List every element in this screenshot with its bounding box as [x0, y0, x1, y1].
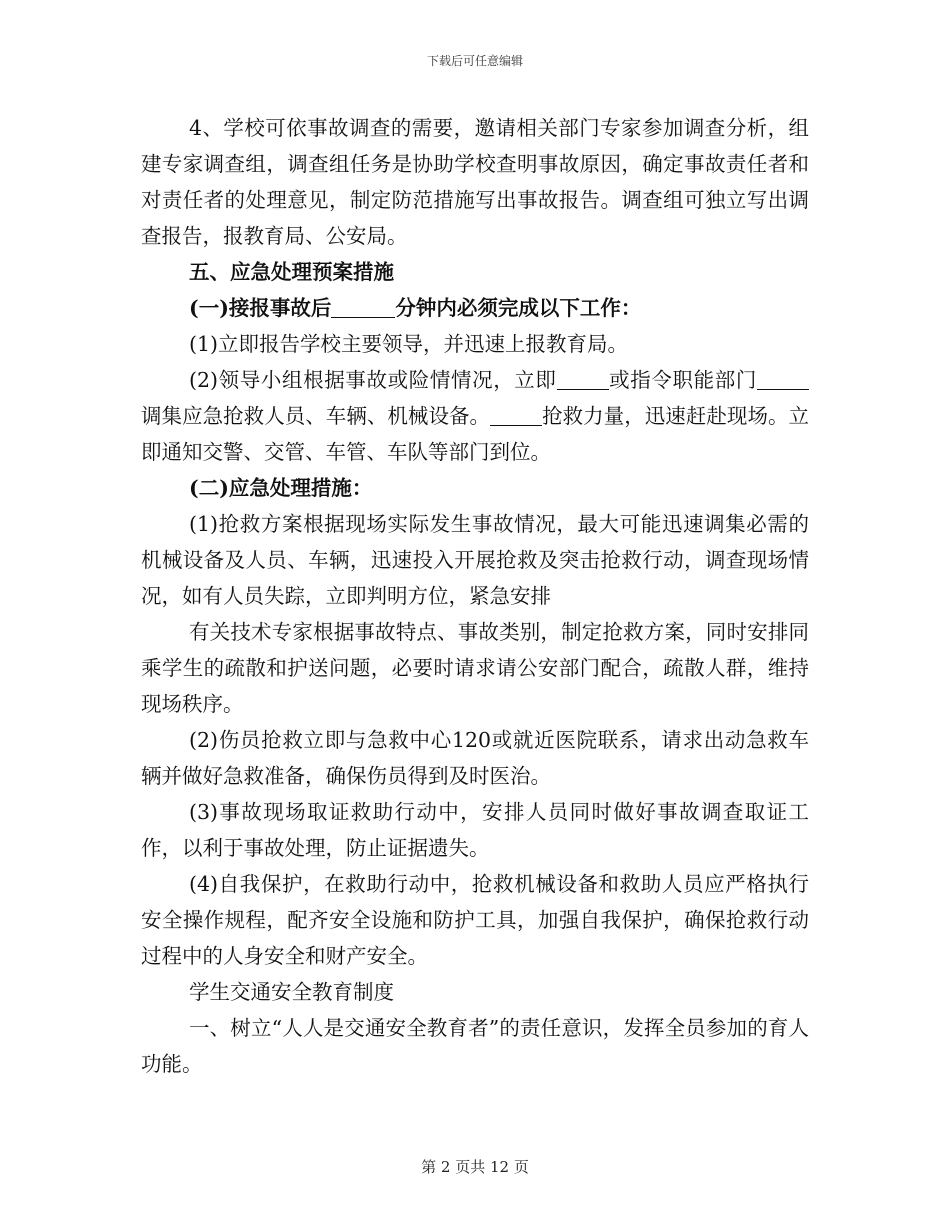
item-casualty-rescue: (2)伤员抢救立即与急救中心120或就近医院联系，请求出动急救车辆并做好急救准备，确保伤员得到及时医治。 [141, 728, 809, 788]
paragraph-technical-experts: 有关技术专家根据事故特点、事故类别，制定抢救方案，同时安排同乘学生的疏散和护送问题，必要时请求请公安部门配合，疏散人群，维持现场秩序。 [141, 620, 809, 716]
page-footer: 第 2 页共 12 页 [421, 1158, 529, 1176]
subheading-after-report-part2: 分钟内必须完成以下工作： [395, 296, 642, 320]
section-title-traffic-education: 学生交通安全教育制度 [189, 980, 394, 1004]
paragraph-investigation-team: 4、学校可依事故调查的需要，邀请相关部门专家参加调查分析，组建专家调查组，调查组任务是协助学校查明事故原因，确定事故责任者和对责任者的处理意见，制定防范措施写出事故报告。调查组可独立写出调查报告，报教育局、公安局。 [141, 116, 809, 248]
subheading-after-report-part1: (一)接报事故后 [189, 296, 332, 320]
subheading-after-report [141, 290, 809, 326]
item-evidence-collection: (3)事故现场取证救助行动中，安排人员同时做好事故调查取证工作，以利于事故处理，防止证据遗失。 [141, 800, 809, 860]
item-leadership-part1: (2)领导小组根据事故或险情情况，立即 [189, 368, 557, 392]
fill-in-blank [557, 367, 609, 390]
item-self-protection: (4)自我保护，在救助行动中，抢救机械设备和救助人员应严格执行安全操作规程，配齐安全设施和防护工具，加强自我保护，确保抢救行动过程中的人身安全和财产安全。 [141, 872, 809, 968]
section-heading-emergency: 五、应急处理预案措施 [189, 260, 394, 284]
subheading-emergency-measures: (二)应急处理措施： [189, 476, 373, 500]
fill-in-blank [757, 367, 809, 390]
page-header: 下载后可任意编辑 [426, 54, 523, 68]
fill-in-blank [490, 403, 542, 426]
item-report-leaders: (1)立即报告学校主要领导，并迅速上报教育局。 [189, 332, 629, 356]
item-rescue-plan: (1)抢救方案根据现场实际发生事故情况，最大可能迅速调集必需的机械设备及人员、车辆，迅速投入开展抢救及突击抢救行动，调查现场情况，如有人员失踪，立即判明方位，紧急安排 [141, 512, 809, 608]
item-leadership-part2: 或指令职能部门 [608, 368, 757, 392]
fill-in-blank [331, 295, 395, 318]
item-leadership-part3: 调集应急抢救人员、车辆、机械设备。 [141, 404, 491, 428]
paragraph-responsibility-awareness: 一、树立“人人是交通安全教育者”的责任意识，发挥全员参加的育人功能。 [141, 1016, 809, 1076]
document-body [141, 110, 809, 1082]
item-leadership-group [141, 362, 809, 470]
item-leadership-part4: 抢救力量，迅速赶赴现场。立即通知交警、交管、车管、车队等部门到位。 [141, 404, 810, 464]
